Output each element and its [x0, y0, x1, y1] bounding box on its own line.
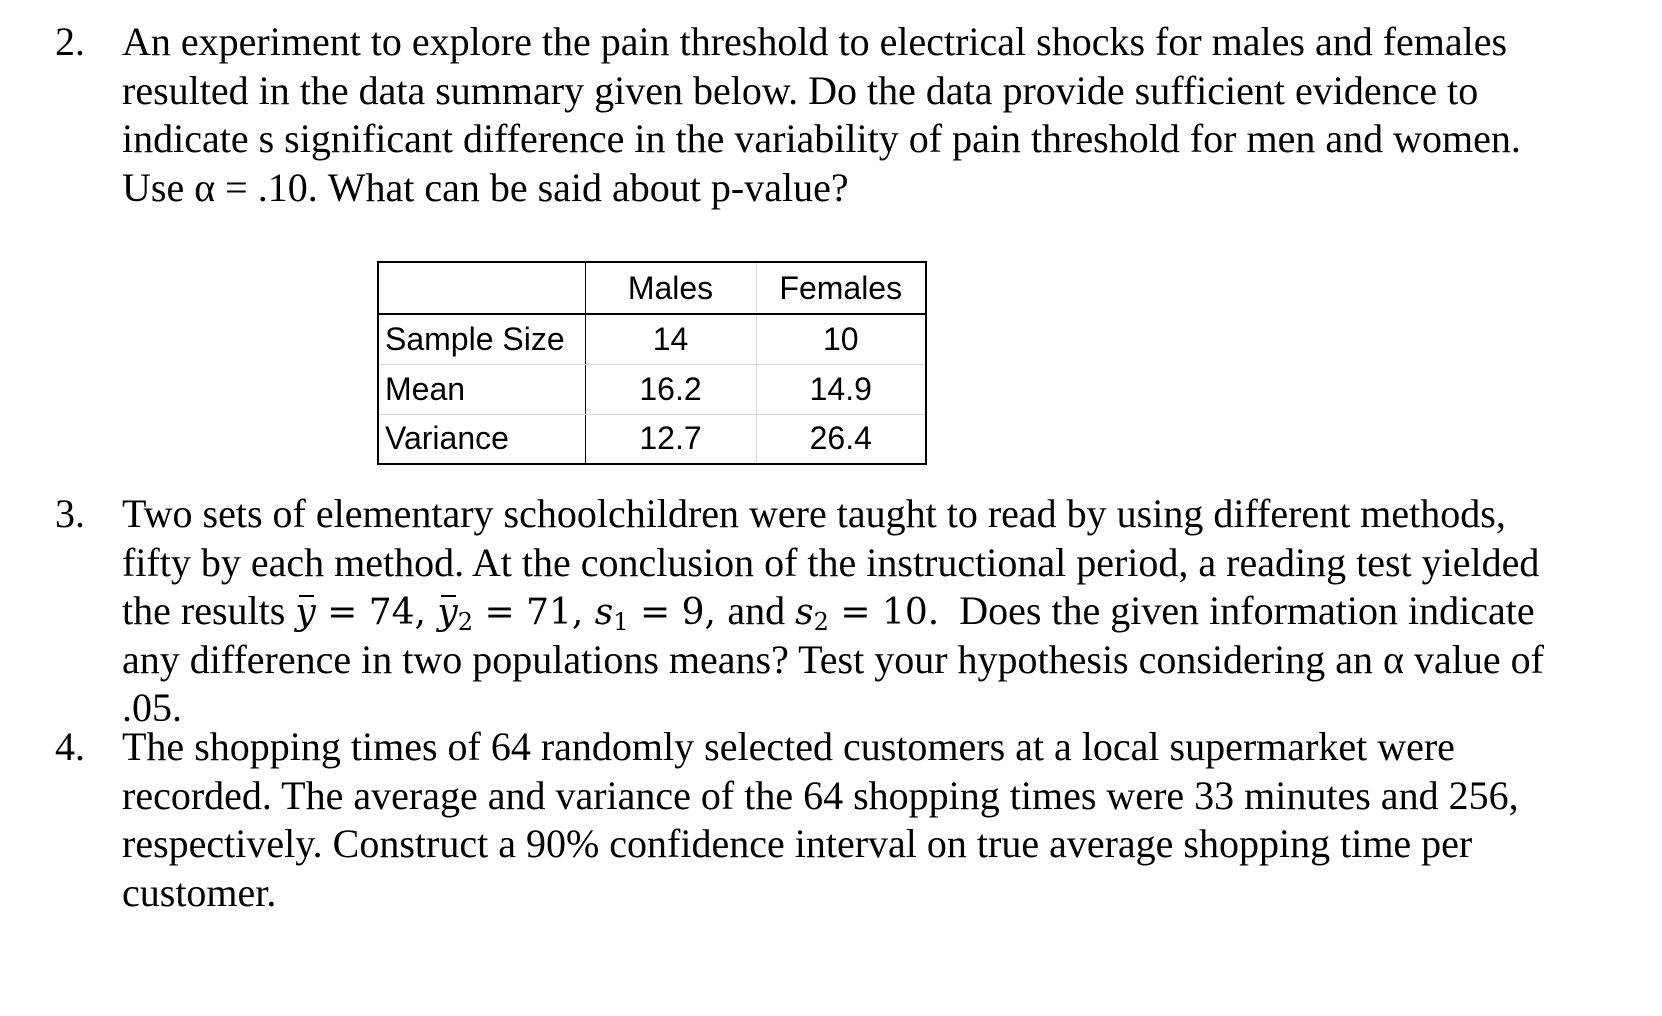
- table-row: [378, 414, 926, 464]
- summary-table: [377, 261, 927, 465]
- math-run: = 74,: [315, 592, 438, 633]
- question-line: any difference in two populations means? Test your hypothesis considering an α value of: [122, 636, 1544, 682]
- question-number: 2.: [55, 19, 85, 64]
- question-line: customer.: [122, 869, 277, 915]
- s2-symbol: s: [795, 592, 814, 633]
- table-row: [378, 314, 926, 364]
- question-line: recorded. The average and variance of the 64 shopping times were 33 minutes and 256,: [122, 772, 1519, 818]
- question-number: 3.: [55, 491, 85, 536]
- row-label: Mean: [378, 364, 585, 414]
- males-value: 12.7: [585, 414, 756, 464]
- question-line: respectively. Construct a 90% confidence interval on true average shopping time per: [122, 821, 1473, 866]
- text-run: and: [727, 588, 796, 633]
- question-line: An experiment to explore the pain threshold to electrical shocks for males and females: [122, 19, 1508, 64]
- question-text: [122, 723, 1519, 917]
- question-line: .05.: [122, 685, 182, 730]
- question-line: The shopping times of 64 randomly selected customers at a local supermarket were: [122, 724, 1455, 769]
- table-header-cell: Females: [756, 262, 926, 314]
- question-line: Two sets of elementary schoolchildren were taught to read by using different methods,: [122, 491, 1506, 536]
- table-header-row: [378, 262, 926, 314]
- table-header-cell: Males: [585, 262, 756, 314]
- row-label: Sample Size: [378, 314, 585, 364]
- s1-symbol: s: [594, 592, 614, 633]
- question-line: resulted in the data summary given below. Do the data provide sufficient evidence to: [122, 67, 1479, 113]
- females-value: 14.9: [756, 364, 926, 414]
- math-run: = 9,: [628, 592, 728, 633]
- y2-bar-symbol: [437, 589, 457, 638]
- question-line: indicate s significant difference in the variability of pain threshold for men and women.: [122, 116, 1521, 161]
- females-value: 26.4: [756, 414, 926, 464]
- males-value: 14: [585, 314, 756, 364]
- text-run: Does the given information indicate: [939, 588, 1535, 633]
- question-line: Use α = .10. What can be said about p-value?: [122, 164, 849, 210]
- males-value: 16.2: [585, 364, 756, 414]
- row-label: Variance: [378, 414, 585, 464]
- text-run: the results: [122, 588, 296, 633]
- question-line-with-math: [122, 587, 1544, 636]
- question-text: [122, 18, 1521, 212]
- females-value: 10: [756, 314, 926, 364]
- y-bar-symbol: y: [295, 589, 315, 638]
- s2-subscript: 2: [813, 608, 829, 636]
- question-number: 4.: [55, 724, 85, 769]
- math-run: = 10.: [828, 592, 940, 633]
- s1-subscript: 1: [613, 608, 629, 636]
- question-line: fifty by each method. At the conclusion of the instructional period, a reading test yielded: [122, 539, 1540, 585]
- table-header-cell: [378, 262, 585, 314]
- math-run: = 71,: [473, 592, 595, 633]
- y2-letter: y: [437, 592, 458, 633]
- question-text: [122, 490, 1544, 733]
- table-row: [378, 364, 926, 414]
- y2-subscript: 2: [457, 608, 474, 636]
